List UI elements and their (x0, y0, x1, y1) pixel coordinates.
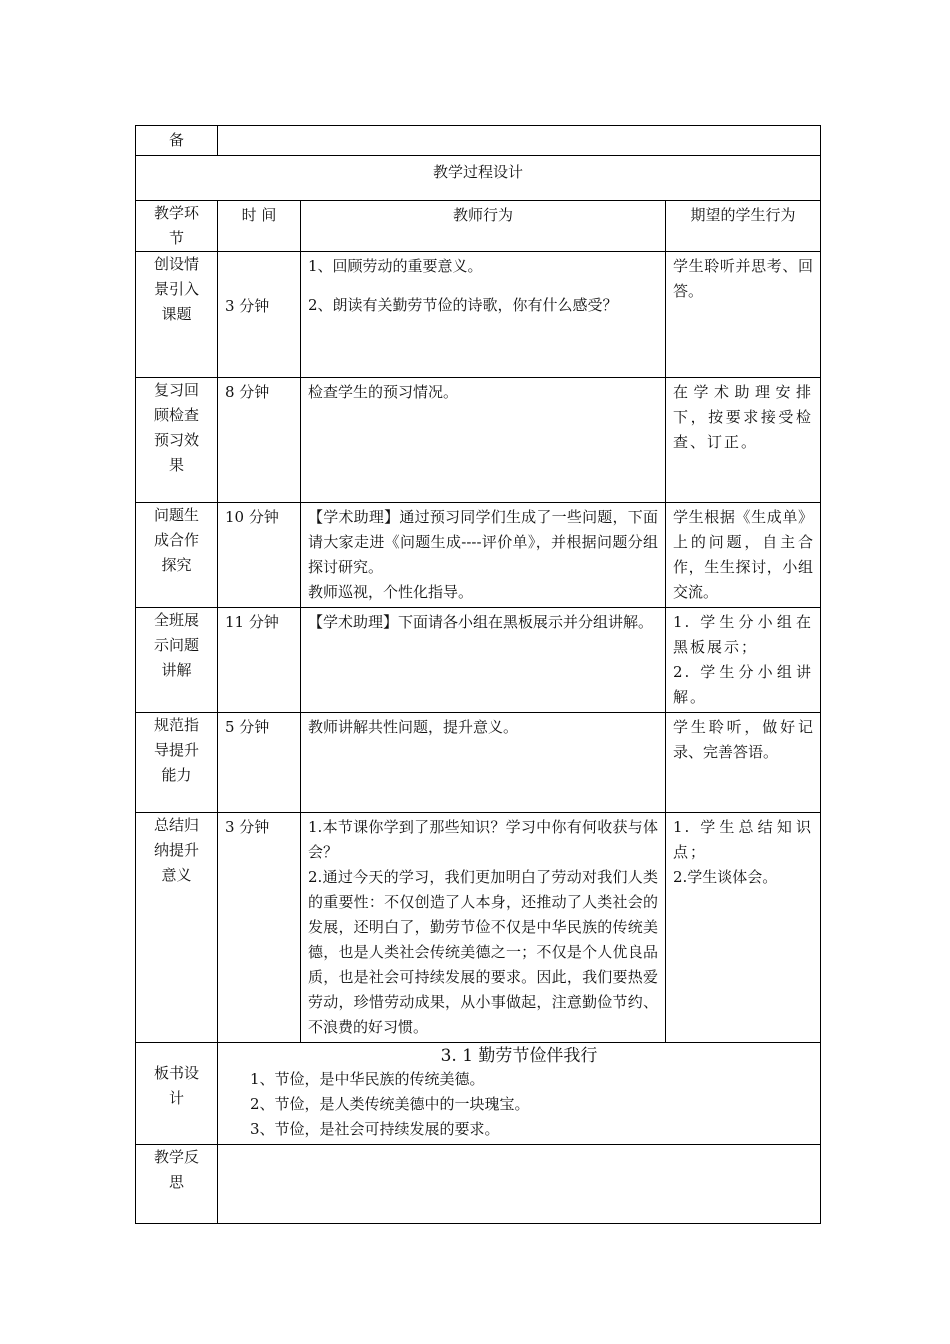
stage-cell: 复习回顾检查预习效果 (136, 378, 218, 503)
section-title: 教学过程设计 (136, 156, 821, 201)
student-cell: 学生聆听并思考、回答。 (666, 252, 821, 378)
teacher-cell: 【学术助理】下面请各小组在黑板展示并分组讲解。 (301, 608, 666, 713)
reflection-row (136, 1145, 821, 1224)
student-cell: 学生根据《生成单》上的问题，自主合作，生生探讨，小组交流。 (666, 503, 821, 608)
table-row (136, 252, 821, 378)
column-header-teacher: 教师行为 (301, 201, 666, 252)
student-line: 1. 学生分小组在黑板展示； (673, 613, 813, 656)
student-line: 2. 学生分小组讲解。 (673, 663, 813, 706)
section-title-row (136, 156, 821, 201)
teacher-line: 【学术助理】通过预习同学们生成了一些问题，下面请大家走进《问题生成----评价单》，并根据问题分组探讨研究。 (308, 508, 658, 576)
reflection-content (218, 1145, 821, 1224)
board-title: 3. 1 勤劳节俭伴我行 (440, 1046, 598, 1066)
student-cell (666, 608, 821, 713)
time-cell: 5 分钟 (218, 713, 301, 813)
lesson-plan-table (135, 125, 821, 1224)
student-line: 1. 学生总结知识点； (673, 818, 813, 861)
teacher-line: 1.本节课你学到了那些知识？学习中你有何收获与体会？ (308, 818, 658, 861)
table-row (136, 608, 821, 713)
time-cell: 11 分钟 (218, 608, 301, 713)
stage-cell: 创设情景引入课题 (136, 252, 218, 378)
remarks-content (218, 126, 821, 156)
column-header-row (136, 201, 821, 252)
stage-cell: 全班展示问题讲解 (136, 608, 218, 713)
spacer (308, 279, 658, 293)
table-row (136, 378, 821, 503)
board-design-label: 板书设计 (136, 1043, 218, 1145)
stage-cell: 规范指导提升能力 (136, 713, 218, 813)
table-row (136, 713, 821, 813)
remarks-label: 备 (136, 126, 218, 156)
time-cell: 3 分钟 (218, 252, 301, 378)
time-cell: 10 分钟 (218, 503, 301, 608)
student-cell (666, 813, 821, 1043)
time-cell: 8 分钟 (218, 378, 301, 503)
teacher-line: 2.通过今天的学习，我们更加明白了劳动对我们人类的重要性：不仅创造了人本身，还推动了人类社会的发展，还明白了，勤劳节俭不仅是中华民族的传统美德，也是人类社会传统美德之一；不仅是个人优良品质，也是社会可持续发展的要求。因此，我们要热爱劳动，珍惜劳动成果，从小事做起，注意勤俭节约、不浪费的好习惯。 (308, 868, 658, 1036)
teacher-line: 教师巡视，个性化指导。 (308, 583, 474, 601)
board-design-row (136, 1043, 821, 1145)
reflection-label: 教学反思 (136, 1145, 218, 1224)
remarks-row (136, 126, 821, 156)
student-cell: 在学术助理安排下，按要求接受检查、订正。 (666, 378, 821, 503)
teacher-cell: 检查学生的预习情况。 (301, 378, 666, 503)
board-line: 3、节俭，是社会可持续发展的要求。 (250, 1120, 500, 1138)
column-header-student: 期望的学生行为 (666, 201, 821, 252)
teacher-cell (301, 503, 666, 608)
table-row (136, 503, 821, 608)
table-row (136, 813, 821, 1043)
student-cell: 学生聆听，做好记录、完善答语。 (666, 713, 821, 813)
teacher-cell (301, 813, 666, 1043)
time-cell: 3 分钟 (218, 813, 301, 1043)
board-line: 2、节俭，是人类传统美德中的一块瑰宝。 (250, 1095, 530, 1113)
column-header-stage: 教学环节 (136, 201, 218, 252)
teacher-line: 1、回顾劳动的重要意义。 (308, 257, 483, 275)
board-design-content (218, 1043, 821, 1145)
teacher-cell: 教师讲解共性问题，提升意义。 (301, 713, 666, 813)
student-line: 2.学生谈体会。 (673, 868, 778, 886)
teacher-cell (301, 252, 666, 378)
stage-cell: 总结归纳提升意义 (136, 813, 218, 1043)
board-line: 1、节俭，是中华民族的传统美德。 (250, 1070, 485, 1088)
teacher-line: 2、朗读有关勤劳节俭的诗歌，你有什么感受？ (308, 296, 618, 314)
column-header-time: 时 间 (218, 201, 301, 252)
stage-cell: 问题生成合作探究 (136, 503, 218, 608)
